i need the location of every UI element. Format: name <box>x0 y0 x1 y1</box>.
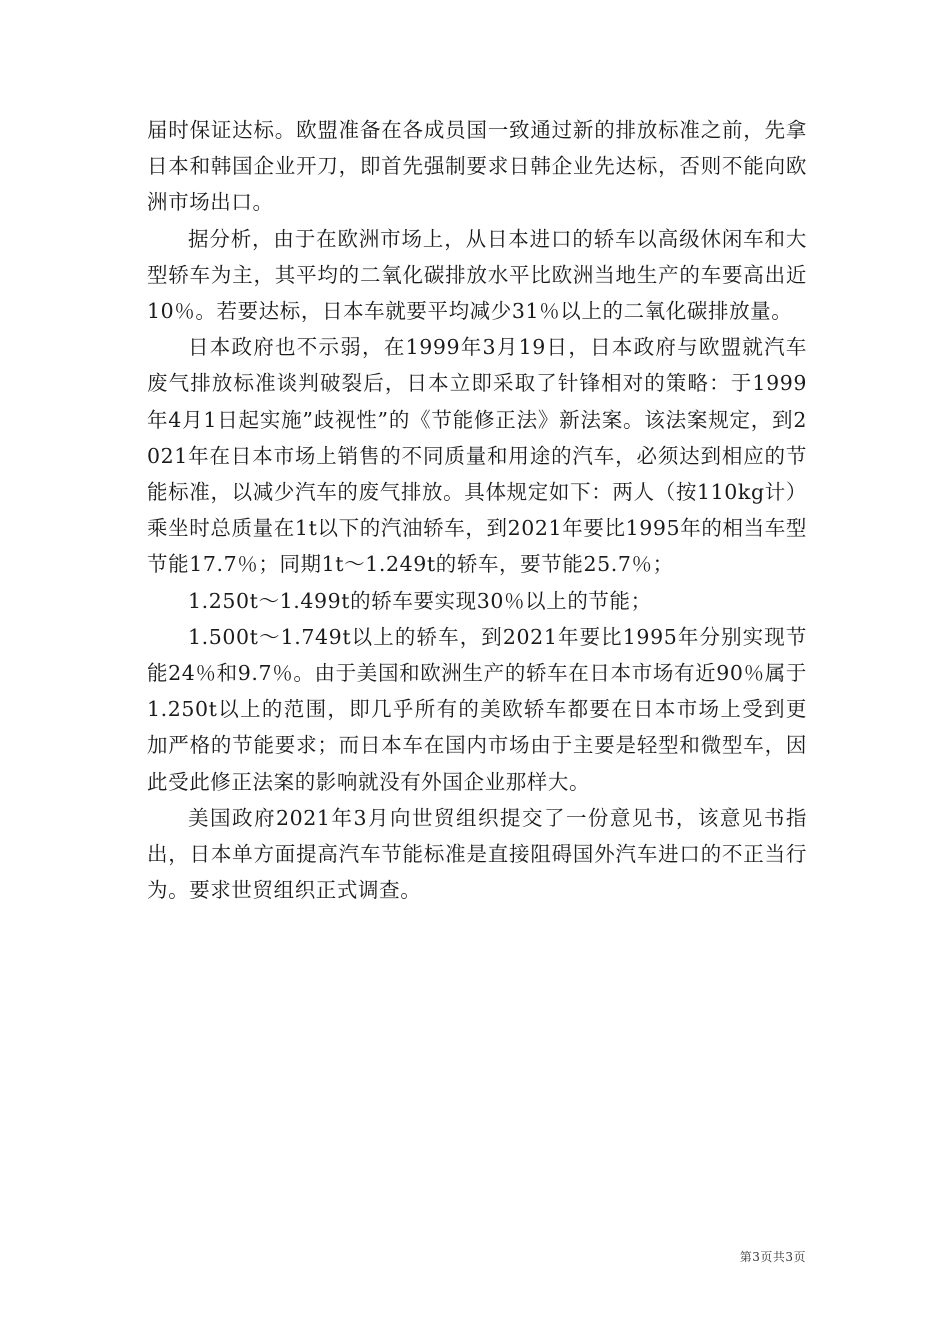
paragraph-analysis: 据分析，由于在欧洲市场上，从日本进口的轿车以高级休闲车和大型轿车为主，其平均的二氧化碳排放水平比欧洲当地生产的车要高出近10％。若要达标，日本车就要平均减少31％以上的二氧化碳排放量。 <box>147 226 807 324</box>
paragraph-continued: 届时保证达标。欧盟准备在各成员国一致通过新的排放标准之前，先拿日本和韩国企业开刀，即首先强制要求日韩企业先达标，否则不能向欧洲市场出口。 <box>147 118 807 215</box>
paragraph-japan-policy: 日本政府也不示弱，在1999年3月19日，日本政府与欧盟就汽车废气排放标准谈判破裂后，日本立即采取了针锋相对的策略：于1999年4月1日起实施”歧视性”的《节能修正法》新法案。该法案规定，到2021年在日本市场上销售的不同质量和用途的汽车，必须达到相应的节能标准，以减少汽车的废气排放。具体规定如下：两人（按110kg计）乘坐时总质量在1t以下的汽油轿车，到2021年要比1995年的相当车型节能17.7％；同期1t～1.249t的轿车，要节能25.7％； <box>147 335 807 577</box>
page-number-footer: 第3页共3页 <box>739 1250 806 1264</box>
document-body <box>147 112 807 908</box>
paragraph-weight-class-3: 1.500t～1.749t以上的轿车，到2021年要比1995年分别实现节能24％和9.7％。由于美国和欧洲生产的轿车在日本市场有近90％属于1.250t以上的范围，即几乎所有的美欧轿车都要在日本市场上受到更加严格的节能要求；而日本车在国内市场由于主要是轻型和微型车，因此受此修正法案的影响就没有外国企业那样大。 <box>147 624 807 794</box>
paragraph-weight-class-2: 1.250t～1.499t的轿车要实现30％以上的节能； <box>188 588 652 613</box>
paragraph-us-response: 美国政府2021年3月向世贸组织提交了一份意见书，该意见书指出，日本单方面提高汽车节能标准是直接阻碍国外汽车进口的不正当行为。要求世贸组织正式调查。 <box>147 805 807 903</box>
